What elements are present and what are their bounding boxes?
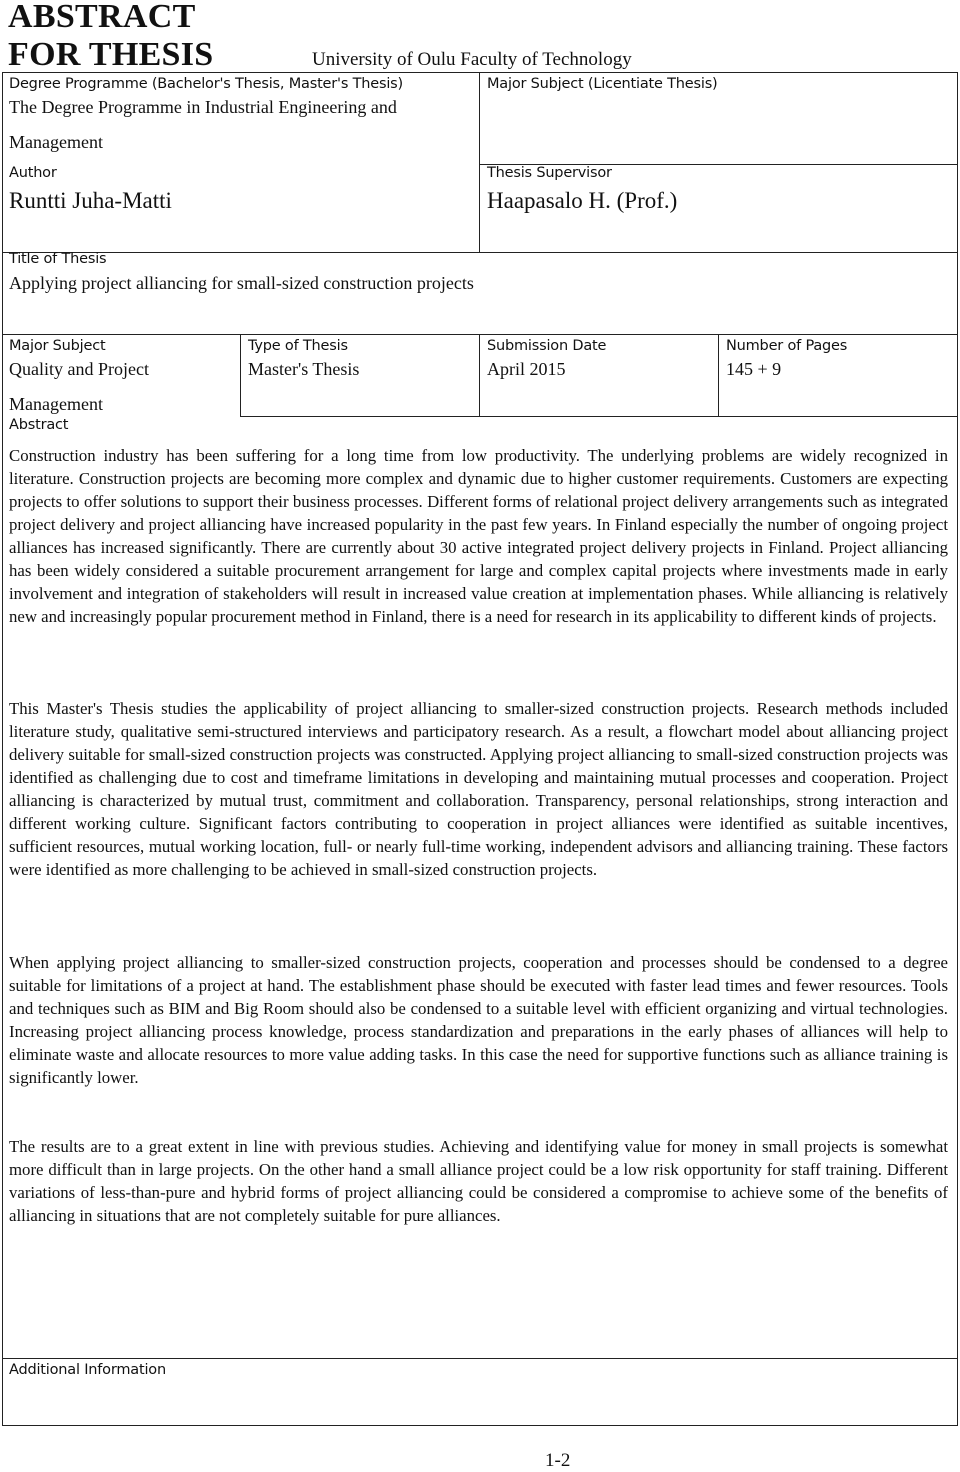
details-divider [2,334,958,335]
submission-date-value: April 2015 [487,359,566,379]
major-subject-licentiate-label: Major Subject (Licentiate Thesis) [487,76,718,92]
degree-programme-label: Degree Programme (Bachelor's Thesis, Master's Thesis) [9,76,403,92]
abstract-paragraph-1: Construction industry has been suffering for a long time from low productivity. The underlying problems are widely recognized in literature. Construction projects are becoming more complex and dynamic due to higher customer requirements. Customers are expecting projects to offer solutions to support their business processes. Different forms of relational project delivery arrangements such as integrated project delivery and project alliancing have increased popularity in the past few years. In Finland especially the number of ongoing project alliances has increased significantly. There are currently about 30 active integrated project delivery projects in Finland. Project alliancing has been widely considered a suitable procurement arrangement for large and complex capital projects where investments made in early involvement and integration of stakeholders will result in increased value creation at implementation phases. While alliancing is relatively new and increasingly popular procurement method in Finland, there is a need for research in its applicability to different kinds of projects. [9,446,948,626]
author-value: Runtti Juha-Matti [9,188,172,213]
abstract-paragraph-2: This Master's Thesis studies the applicability of project alliancing to smaller-sized construction projects. Research methods included literature study, qualitative semi-structured interviews and participatory research. As a result, a flowchart model about alliancing project delivery suitable for small-sized construction projects was constructed. Applying project alliancing to small-sized construction projects was identified as challenging due to cost and timeframe limitations in developing and maintaining mutual processes and cooperation. Project alliancing is characterized by mutual trust, commitment and collaboration. Transparency, personal relationships, strong interaction and different working culture. Significant factors contributing to cooperation in project alliances were identified as suitable incentives, sufficient resources, mutual working location, full- or nearly full-time working, independent advisors and alliancing training. These factors were identified as more challenging to be achieved in small-sized construction projects. [9,699,948,879]
details-col-divider-1 [240,334,241,416]
submission-date-label: Submission Date [487,338,607,354]
thesis-supervisor-label: Thesis Supervisor [487,165,612,181]
type-of-thesis-value: Master's Thesis [248,359,360,379]
major-subject-value-line1: Quality and Project [9,359,149,379]
details-col-divider-2 [479,334,480,416]
abstract-heading: ABSTRACT [8,0,196,35]
abstract-paragraph-3: When applying project alliancing to smaller-sized construction projects, cooperation and processes should be condensed to a degree suitable for limitations of a project at hand. The establishment phase should be executed with faster lead times and fewer resources. Tools and techniques such as BIM and Big Room should also be condensed to a suitable level with efficient organizing and virtual technologies. Increasing project alliancing process knowledge, process standardization and preparations in the early phases of alliances will help to eliminate waste and allocate resources to more value adding tasks. In this case the need for supportive functions such as alliance training is significantly lower. [9,953,948,1087]
major-subject-value-line2: Management [9,394,103,414]
title-divider [2,252,958,253]
number-of-pages-value: 145 + 9 [726,359,782,379]
thesis-supervisor-value: Haapasalo H. (Prof.) [487,188,678,213]
top-divider [479,72,480,252]
additional-information-label: Additional Information [9,1362,166,1378]
abstract-label: Abstract [9,417,69,433]
number-of-pages-label: Number of Pages [726,338,848,354]
university-name: University of Oulu Faculty of Technology [312,49,632,70]
page-number: 1-2 [545,1450,571,1471]
major-subject-label: Major Subject [9,338,106,354]
author-label: Author [9,165,57,181]
details-bottom-divider [240,416,958,417]
for-thesis-heading: FOR THESIS [8,36,214,73]
degree-programme-value-line2: Management [9,132,103,152]
type-of-thesis-label: Type of Thesis [248,338,348,354]
abstract-paragraph-4: The results are to a great extent in line with previous studies. Achieving and identifying value for money in small projects is somewhat more difficult than in large projects. On the other hand a small alliance project could be a low risk opportunity for staff training. Different variations of less-than-pure and hybrid forms of project alliancing could be considered a compromise to achieve some of the benefits of alliancing in situations that are not completely suitable for pure alliances. [9,1137,948,1225]
details-col-divider-3 [718,334,719,416]
title-of-thesis-value: Applying project alliancing for small-sized construction projects [9,273,474,293]
additional-info-divider [2,1358,958,1359]
degree-programme-value-line1: The Degree Programme in Industrial Engineering and [9,97,397,117]
title-of-thesis-label: Title of Thesis [9,251,107,267]
